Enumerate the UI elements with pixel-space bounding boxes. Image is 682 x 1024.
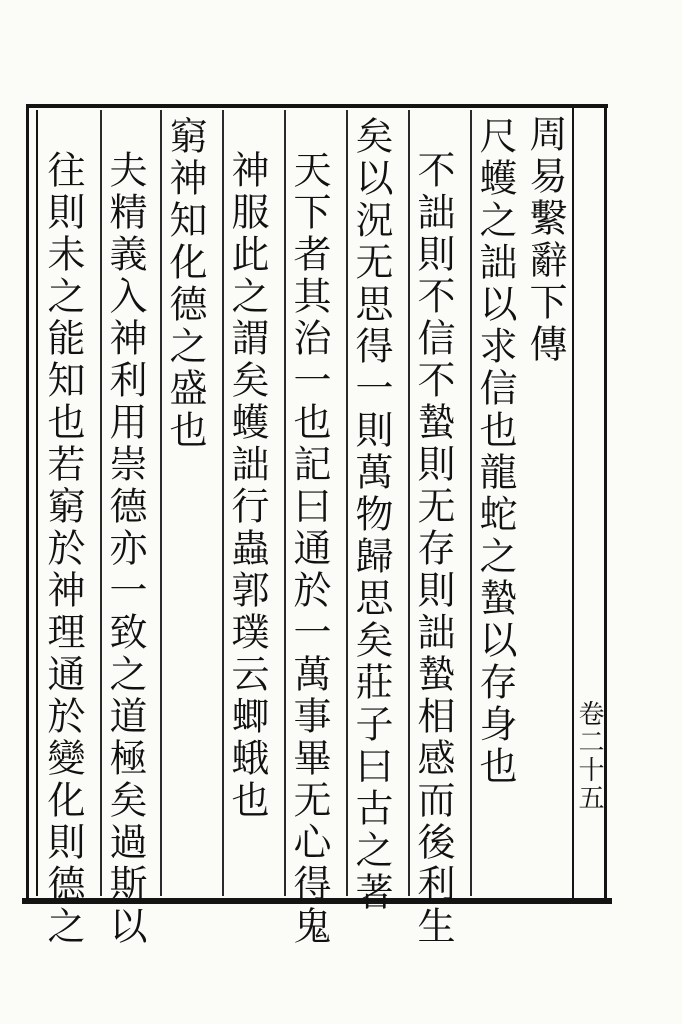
text-column-5: 神服此之謂矣蠖詘行蟲郭璞云蝍蛾也	[225, 150, 269, 822]
column-divider	[160, 110, 162, 896]
text-column-3: 矣以況无思得一則萬物歸思矣莊子曰古之著	[349, 116, 393, 914]
frame-right-border	[604, 108, 607, 900]
column-divider	[100, 110, 102, 896]
column-divider	[470, 110, 472, 896]
column-divider	[222, 110, 224, 896]
book-title: 周易繫辭下傳	[523, 114, 567, 366]
column-divider	[408, 110, 410, 896]
fold-top-mark	[574, 110, 602, 190]
text-column-6: 窮神知化德之盛也	[163, 116, 207, 452]
frame-left-inner-border	[36, 110, 38, 896]
text-column-2: 不詘則不信不蟄則无存則詘蟄相感而後利生	[411, 150, 455, 948]
column-divider	[284, 110, 286, 896]
frame-top-border	[28, 104, 608, 108]
text-column-8: 往則未之能知也若窮於神理通於變化則德之	[41, 150, 85, 948]
column-divider	[346, 110, 348, 896]
frame-left-border	[26, 104, 29, 902]
text-column-4: 天下者其治一也記曰通於一萬事畢无心得鬼	[287, 150, 331, 948]
fold-volume-label: 卷二十五	[574, 700, 604, 812]
text-column-1: 尺蠖之詘以求信也龍蛇之蟄以存身也	[473, 116, 517, 788]
text-column-7: 夫精義入神利用崇德亦一致之道極矣過斯以	[103, 150, 147, 948]
